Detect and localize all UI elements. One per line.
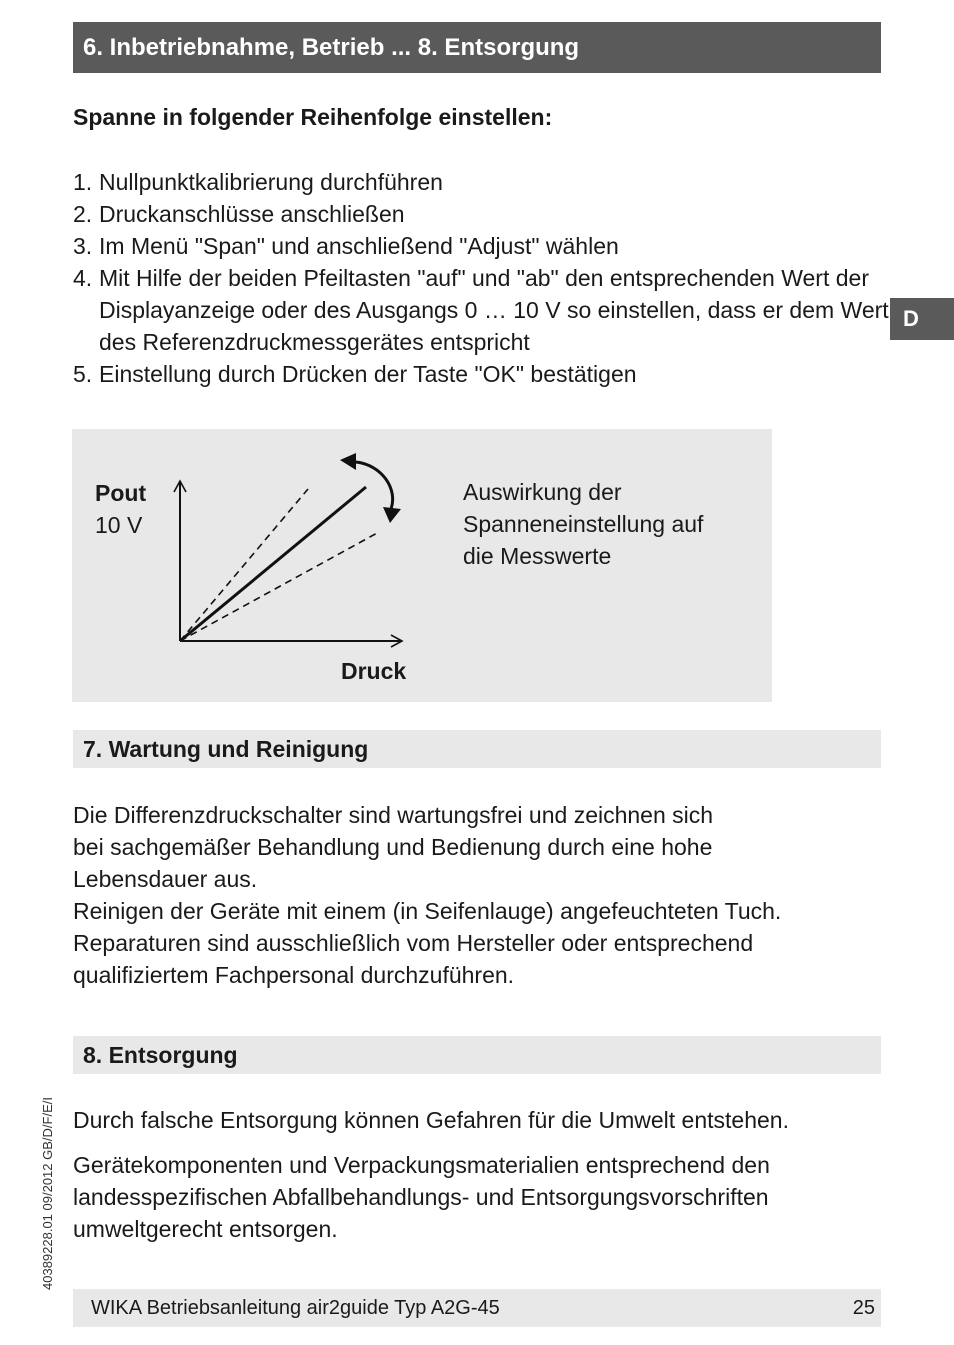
step-text: Nullpunktkalibrierung durchführen bbox=[99, 169, 443, 195]
step-number: 3. bbox=[73, 233, 93, 259]
step-number: 1. bbox=[73, 169, 93, 195]
section-8-heading: 8. Entsorgung bbox=[73, 1036, 881, 1074]
step-number: 5. bbox=[73, 361, 93, 387]
list-item bbox=[73, 166, 899, 198]
figure-caption: Auswirkung der Spanneneinstellung auf die Messwerte bbox=[463, 479, 704, 569]
document-id: 40389228.01 09/2012 GB/D/F/E/I bbox=[40, 1097, 55, 1290]
adjust-arrow-head-up bbox=[340, 453, 356, 470]
span-heading: Spanne in folgender Reihenfolge einstellen: bbox=[73, 104, 553, 130]
y-axis-value: 10 V bbox=[95, 512, 143, 538]
section-8-text-1: Durch falsche Entsorgung können Gefahren für die Umwelt entstehen. bbox=[73, 1107, 789, 1133]
section-8-text-2: Gerätekomponenten und Verpackungsmaterialien entsprechend den landesspezifischen Abfallbehandlungs- und Entsorgungsvorschriften umweltgerecht entsorgen. bbox=[73, 1152, 770, 1242]
step-text: Druckanschlüsse anschließen bbox=[99, 201, 405, 227]
list-item bbox=[73, 358, 899, 390]
list-item bbox=[73, 262, 889, 358]
span-diagram bbox=[72, 429, 772, 702]
step-text: Mit Hilfe der beiden Pfeiltasten "auf" und "ab" den entsprechenden Wert der Displayanzeige oder des Ausgangs 0 … 10 V so einstellen, dass er dem Wert des Referenzdruckmessgerätes entspricht bbox=[99, 265, 889, 355]
chapter-header: 6. Inbetriebnahme, Betrieb ... 8. Entsorgung bbox=[73, 22, 881, 73]
adjust-arrow bbox=[356, 462, 393, 509]
adjust-arrow-head-down bbox=[383, 507, 401, 523]
footer-text: WIKA Betriebsanleitung air2guide Typ A2G-45 bbox=[91, 1297, 500, 1319]
list-item bbox=[73, 230, 899, 262]
list-item bbox=[73, 198, 899, 230]
step-number: 4. bbox=[73, 265, 93, 291]
steep-span-line bbox=[180, 489, 308, 641]
section-7-heading: 7. Wartung und Reinigung bbox=[73, 730, 881, 768]
span-steps-list bbox=[73, 166, 899, 390]
page-footer bbox=[73, 1289, 881, 1327]
flat-span-line bbox=[180, 532, 379, 641]
page-number: 25 bbox=[852, 1297, 875, 1319]
step-text: Einstellung durch Drücken der Taste "OK" bestätigen bbox=[99, 361, 637, 387]
step-number: 2. bbox=[73, 201, 93, 227]
reference-span-line bbox=[180, 487, 366, 641]
section-7-text: Die Differenzdruckschalter sind wartungsfrei und zeichnen sich bei sachgemäßer Behandlung und Bedienung durch eine hohe Lebensdauer aus. Reinigen der Geräte mit einem (in Seifenlauge) angefeuchteten Tuch. Reparaturen sind ausschließlich vom Hersteller oder entsprechend qualifiziertem Fachpersonal durchzuführen. bbox=[73, 802, 782, 988]
y-axis-label: Pout bbox=[95, 480, 147, 506]
step-text: Im Menü "Span" und anschließend "Adjust" wählen bbox=[99, 233, 619, 259]
language-tab: D bbox=[890, 298, 954, 340]
x-axis-label: Druck bbox=[341, 658, 407, 684]
